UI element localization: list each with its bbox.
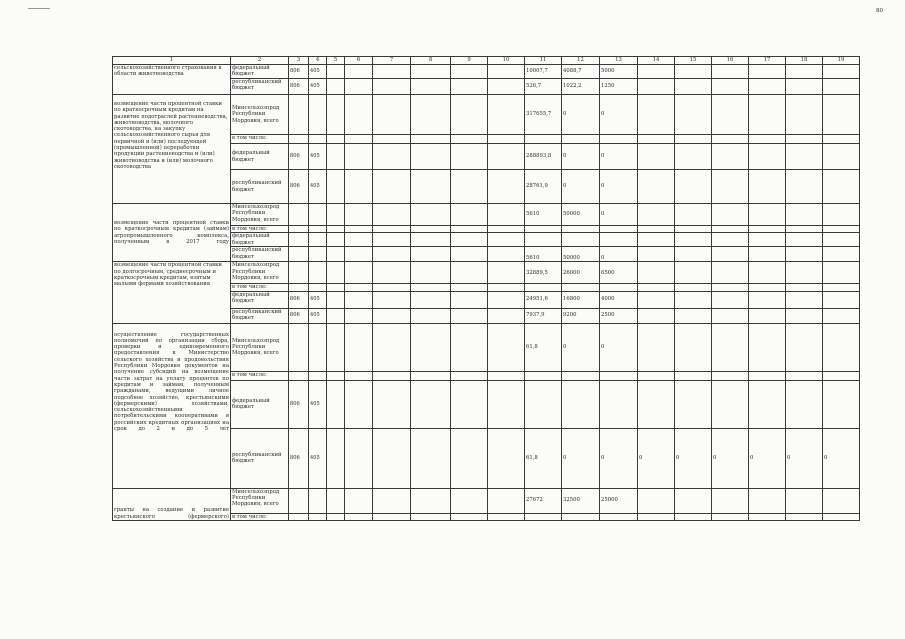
measure-description: сельскохозяйственного страхования в области животноводства (113, 65, 231, 95)
value-cell: 526,7 (525, 79, 562, 95)
value-cell: 32500 (562, 488, 600, 513)
code-cell: 806 (289, 380, 309, 428)
column-header: 5 (327, 57, 345, 65)
code-cell: 806 (289, 144, 309, 170)
column-header: 17 (749, 57, 786, 65)
funding-source: в том числе: (231, 284, 289, 291)
value-cell: 50000 (562, 204, 600, 226)
value-cell: 0 (600, 204, 638, 226)
funding-source: в том числе: (231, 226, 289, 233)
funding-source: Минсельхозпрод Республики Мордовия, всего (231, 204, 289, 226)
funding-source: федеральный бюджет (231, 291, 289, 308)
value-cell: 0 (562, 95, 600, 135)
code-cell: 806 (289, 291, 309, 308)
funding-source: республиканский бюджет (231, 428, 289, 488)
measure-description: возмещение части процентной ставки по долгосрочным, среднесрочным и краткосрочным кредитам, взятым малыми формами хозяйствования (113, 262, 231, 323)
value-cell: 0 (562, 144, 600, 170)
value-cell: 5610 (525, 204, 562, 226)
code-cell: 405 (309, 144, 327, 170)
column-header: 15 (675, 57, 712, 65)
table-row (113, 488, 860, 513)
value-cell: 317655,7 (525, 95, 562, 135)
value-cell: 0 (600, 428, 638, 488)
column-header: 18 (786, 57, 823, 65)
measure-description: возмещение части процентной ставки по краткосрочным кредитам (займам) агропромышленного комплекса, полученным в 2017 году (113, 204, 231, 262)
value-cell: 0 (675, 428, 712, 488)
value-cell: 4000 (600, 291, 638, 308)
value-cell: 27672 (525, 488, 562, 513)
column-header: 1 (113, 57, 231, 65)
code-cell: 405 (309, 291, 327, 308)
code-cell: 405 (309, 380, 327, 428)
funding-source: республиканский бюджет (231, 170, 289, 204)
code-cell: 806 (289, 65, 309, 79)
funding-source: республиканский бюджет (231, 79, 289, 95)
funding-source: Минсельхозпрод Республики Мордовия, всего (231, 323, 289, 371)
value-cell: 26000 (562, 262, 600, 284)
funding-source: в том числе: (231, 513, 289, 520)
funding-source: федеральный бюджет (231, 233, 289, 247)
column-header: 7 (373, 57, 411, 65)
value-cell: 25000 (600, 488, 638, 513)
measure-description: гранты на создание и развитие крестьянского (фермерского) (113, 488, 231, 520)
column-header: 6 (345, 57, 373, 65)
code-cell: 405 (309, 308, 327, 323)
value-cell: 61,8 (525, 428, 562, 488)
funding-source: федеральный бюджет (231, 65, 289, 79)
column-header: 16 (712, 57, 749, 65)
code-cell: 405 (309, 65, 327, 79)
funding-source: в том числе: (231, 371, 289, 380)
value-cell: 5610 (525, 247, 562, 262)
value-cell: 32889,5 (525, 262, 562, 284)
value-cell: 7937,9 (525, 308, 562, 323)
column-header: 13 (600, 57, 638, 65)
value-cell: 28761,9 (525, 170, 562, 204)
measure-description: осуществление государственных полномочий по организации сбора, проверки и единовременного предоставления в Министерство сельского хозяйства и продовольствия Республики Мордовия документов на получение субсидий на возмещение части затрат на уплату процентов по кредитам и займам, полученным гражданами, ведущими личное подсобное хозяйство, крестьянскими (фермерскими) хозяйствами, сельскохозяйственными потребительскими кооперативами в российских кредитных организациях на срок до 2 и до 5 лет (113, 323, 231, 488)
funding-source: Минсельхозпрод Республики Мордовия, всего (231, 95, 289, 135)
column-header: 9 (451, 57, 488, 65)
column-header: 11 (525, 57, 562, 65)
value-cell: 0 (562, 428, 600, 488)
table-row (113, 262, 860, 284)
value-cell: 0 (823, 428, 860, 488)
value-cell: 9200 (562, 308, 600, 323)
page-number: 80 (876, 8, 883, 14)
value-cell: 288893,8 (525, 144, 562, 170)
value-cell: 6500 (600, 262, 638, 284)
value-cell: 0 (600, 247, 638, 262)
value-cell: 0 (600, 170, 638, 204)
table-row (113, 204, 860, 226)
code-cell: 806 (289, 170, 309, 204)
funding-source: федеральный бюджет (231, 380, 289, 428)
table-row (113, 95, 860, 135)
value-cell: 0 (562, 323, 600, 371)
funding-source: республиканский бюджет (231, 247, 289, 262)
column-header: 10 (488, 57, 525, 65)
column-header: 8 (411, 57, 451, 65)
value-cell: 61,8 (525, 323, 562, 371)
table-row (113, 323, 860, 371)
code-cell: 806 (289, 79, 309, 95)
value-cell: 5000 (600, 65, 638, 79)
funding-source: республиканский бюджет (231, 308, 289, 323)
column-header: 3 (289, 57, 309, 65)
funding-source: в том числе: (231, 135, 289, 144)
value-cell: 0 (600, 323, 638, 371)
value-cell: 1022,2 (562, 79, 600, 95)
value-cell: 0 (600, 144, 638, 170)
code-cell: 806 (289, 308, 309, 323)
value-cell: 0 (638, 428, 675, 488)
budget-table (112, 56, 860, 521)
value-cell: 0 (600, 95, 638, 135)
value-cell: 0 (562, 170, 600, 204)
value-cell: 24951,6 (525, 291, 562, 308)
column-header: 19 (823, 57, 860, 65)
value-cell: 4088,7 (562, 65, 600, 79)
value-cell: 2500 (600, 308, 638, 323)
code-cell: 806 (289, 428, 309, 488)
funding-source: Минсельхозпрод Республики Мордовия, всего (231, 488, 289, 513)
value-cell: 0 (712, 428, 749, 488)
code-cell: 405 (309, 170, 327, 204)
value-cell: 10007,7 (525, 65, 562, 79)
table-row (113, 65, 860, 79)
value-cell: 0 (786, 428, 823, 488)
value-cell: 1250 (600, 79, 638, 95)
scan-mark (28, 8, 50, 9)
code-cell: 405 (309, 79, 327, 95)
column-header: 12 (562, 57, 600, 65)
code-cell: 405 (309, 428, 327, 488)
funding-source: федеральный бюджет (231, 144, 289, 170)
column-header: 4 (309, 57, 327, 65)
header-row (113, 57, 860, 65)
measure-description: возмещение части процентной ставки по краткосрочным кредитам на развитие подотраслей растениеводства, животноводства, молочного скотоводства, на закупку сельскохозяйственного сырья для первичной и (или) последующей (промышленной) переработки продукции растениеводства и (или) животноводства и (или) молочного скотоводства (113, 95, 231, 204)
column-header: 2 (231, 57, 289, 65)
value-cell: 16800 (562, 291, 600, 308)
column-header: 14 (638, 57, 675, 65)
value-cell: 50000 (562, 247, 600, 262)
funding-source: Минсельхозпрод Республики Мордовия, всего (231, 262, 289, 284)
value-cell: 0 (749, 428, 786, 488)
